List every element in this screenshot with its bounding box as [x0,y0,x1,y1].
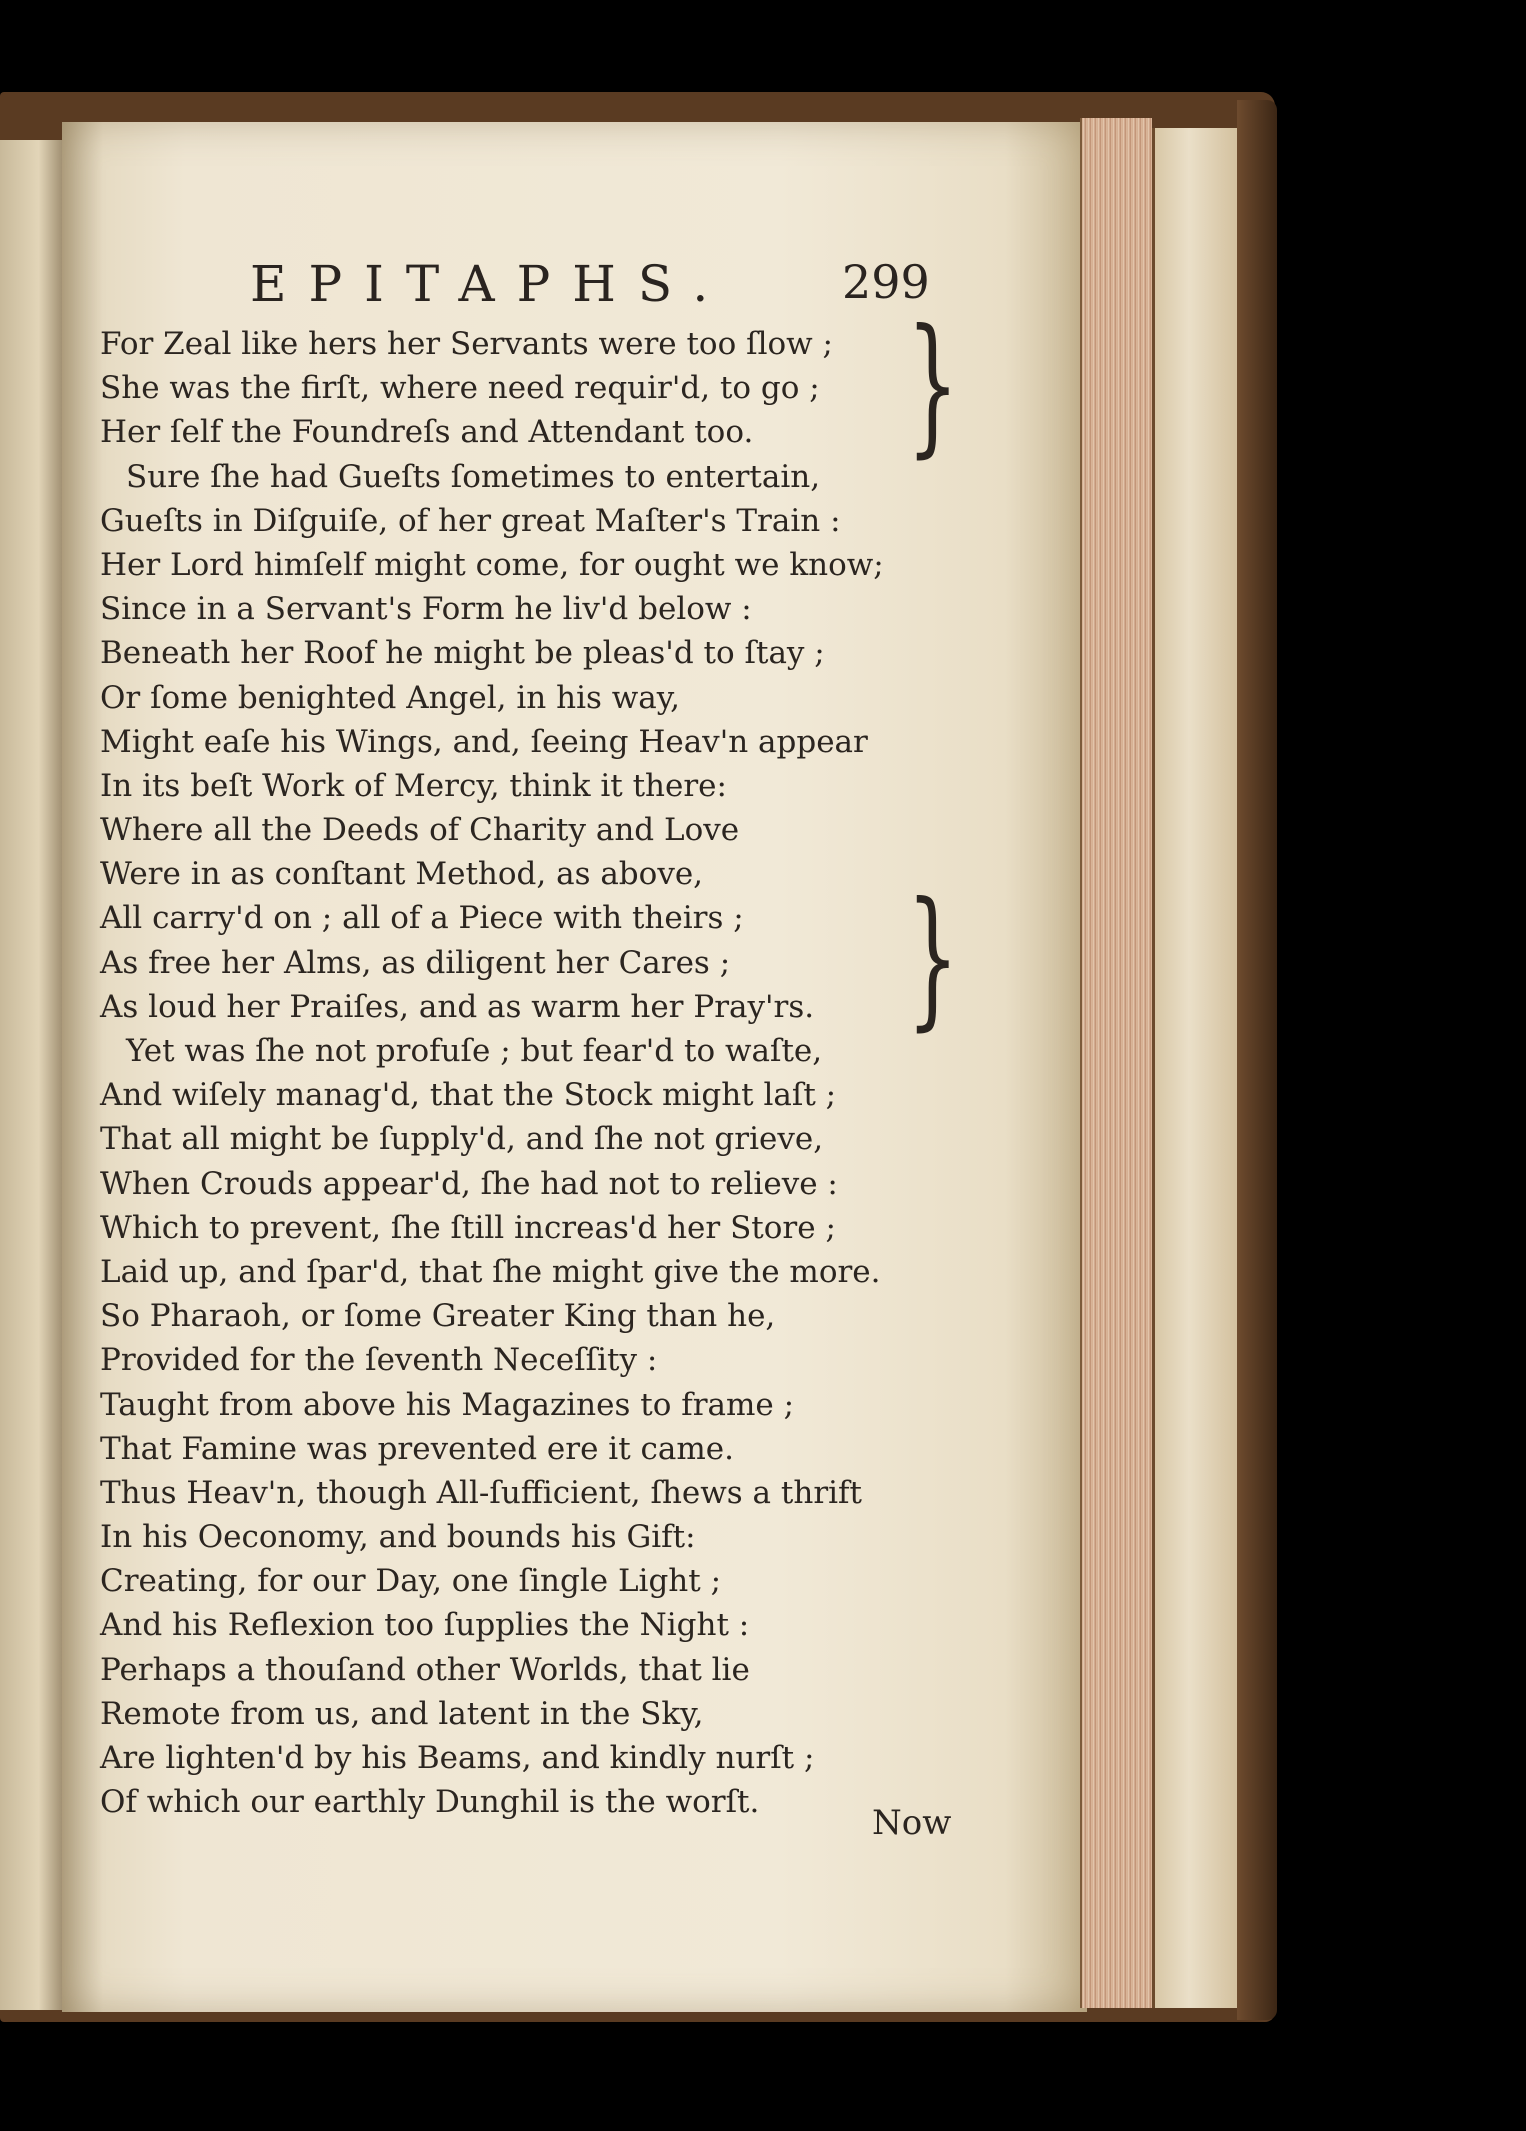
poem-line: As free her Alms, as diligent her Cares ; [100,944,731,981]
poem-line: Creating, for our Day, one ſingle Light ; [100,1563,722,1600]
poem-line: Gueſts in Diſguiſe, of her great Maſter's Train : [100,502,841,539]
poem-line: In his Oeconomy, and bounds his Gift: [100,1519,696,1556]
poem-line: Beneath her Roof he might be pleas'd to ſtay ; [100,635,825,672]
poem-line: Where all the Deeds of Charity and Love [100,812,740,849]
poem-line: Her Lord himſelf might come, for ought we know; [100,546,884,583]
poem-line: All carry'd on ; all of a Piece with theirs ; [100,900,744,937]
triplet-brace-top: } [906,298,959,472]
cover-edge [1152,128,1240,2008]
poem-line: So Pharaoh, or ſome Greater King than he, [100,1298,776,1335]
catchword: Now [872,1803,952,1843]
running-head: EPITAPHS. [250,255,731,313]
triplet-brace-middle: } [906,871,959,1045]
poem-line: Of which our earthly Dunghil is the worſt. [100,1784,760,1821]
poem-line: She was the firſt, where need requir'd, to go ; [100,370,820,407]
poem-line: Or ſome benighted Angel, in his way, [100,679,681,716]
poem-line: In its beſt Work of Mercy, think it there: [100,767,727,804]
poem-line: Since in a Servant's Form he liv'd below : [100,591,752,628]
page-number: 299 [842,255,930,309]
poem-line: Her ſelf the Foundreſs and Attendant too. [100,414,754,451]
poem-line: And his Reflexion too ſupplies the Night : [100,1607,750,1644]
poem-line: Perhaps a thouſand other Worlds, that lie [100,1651,750,1688]
poem-text [100,322,1000,1824]
poem-line: And wiſely manag'd, that the Stock might laſt ; [100,1077,837,1114]
poem-line: Which to prevent, ſhe ſtill increas'd her Store ; [100,1209,836,1246]
poem-line: Remote from us, and latent in the Sky, [100,1695,704,1732]
poem-line: That Famine was prevented ere it came. [100,1430,734,1467]
poem-line: Sure ſhe had Gueſts ſometimes to entertain, [126,458,821,495]
poem-line: When Crouds appear'd, ſhe had not to relieve : [100,1165,838,1202]
poem-line: Were in as conſtant Method, as above, [100,856,704,893]
poem-line: Provided for the ſeventh Neceſſity : [100,1342,658,1379]
poem-line: Taught from above his Magazines to frame ; [100,1386,795,1423]
poem-line: Laid up, and ſpar'd, that ſhe might give the more. [100,1253,881,1290]
poem-line: As loud her Praiſes, and as warm her Pray'rs. [100,988,815,1025]
book-board [1237,100,1277,2020]
poem-line: For Zeal like hers her Servants were too ſlow ; [100,326,833,362]
page-edges [1080,118,1152,2008]
poem-line: That all might be ſupply'd, and ſhe not grieve, [100,1121,824,1158]
poem-line: Might eaſe his Wings, and, ſeeing Heav'n appear [100,723,868,760]
poem-line: Thus Heav'n, though All-ſufficient, ſhews a thrift [100,1474,862,1511]
poem-line: Yet was ſhe not profuſe ; but fear'd to waſte, [126,1033,823,1069]
left-page-edge [0,140,70,2010]
poem-line: Are lighten'd by his Beams, and kindly nurſt ; [100,1740,815,1776]
